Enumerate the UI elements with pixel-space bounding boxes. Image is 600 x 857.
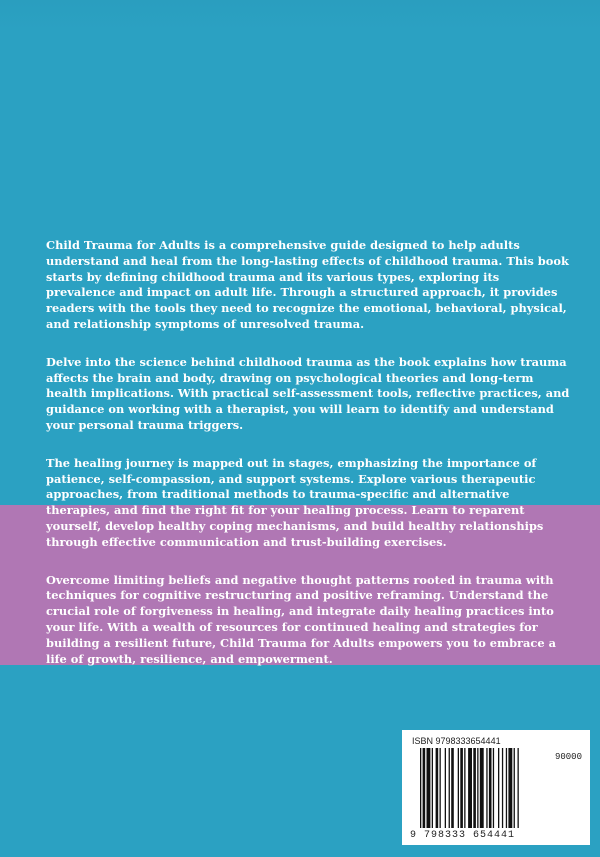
blurb <box>46 238 571 689</box>
barcode-icon <box>420 748 550 830</box>
blurb-paragraph-3: The healing journey is mapped out in stages, emphasizing the importance of patience, self-compassion, and support systems. Explore various therapeutic approaches, from traditional methods to trauma-specific and alternative therapies, and find the right fit for your healing process. Learn to reparent yourself, develop healthy coping mechanisms, and build healthy relationships through effective communication and trust-building exercises. <box>46 455 544 549</box>
isbn-barcode-box <box>402 730 590 845</box>
blurb-paragraph-4: Overcome limiting beliefs and negative thought patterns rooted in trauma with techniques for cognitive restructuring and positive reframing. Understand the crucial role of forgiveness in healing, and integrate daily healing practices into your life. With a wealth of resources for continued healing and strategies for building a resilient future, Child Trauma for Adults empowers you to embrace a life of growth, resilience, and empowerment. <box>46 572 556 666</box>
blurb-paragraph-2: Delve into the science behind childhood trauma as the book explains how trauma affects the brain and body, drawing on psychological theories and long-term health implications. With practical self-assessment tools, reflective practices, and guidance on working with a therapist, you will learn to identify and understand your personal trauma triggers. <box>46 354 570 432</box>
price-addon-code: 90000 <box>554 752 582 762</box>
blurb-paragraph-1: Child Trauma for Adults is a comprehensive guide designed to help adults understand and heal from the long-lasting effects of childhood trauma. This book starts by defining childhood trauma and its various types, exploring its prevalence and impact on adult life. Through a structured approach, it provides readers with the tools they need to recognize the emotional, behavioral, physical, and relationship symptoms of unresolved trauma. <box>46 238 569 331</box>
isbn-label: ISBN 9798333654441 <box>412 736 501 746</box>
isbn-digits: 9 798333 654441 <box>410 830 516 841</box>
top-band <box>0 0 600 30</box>
